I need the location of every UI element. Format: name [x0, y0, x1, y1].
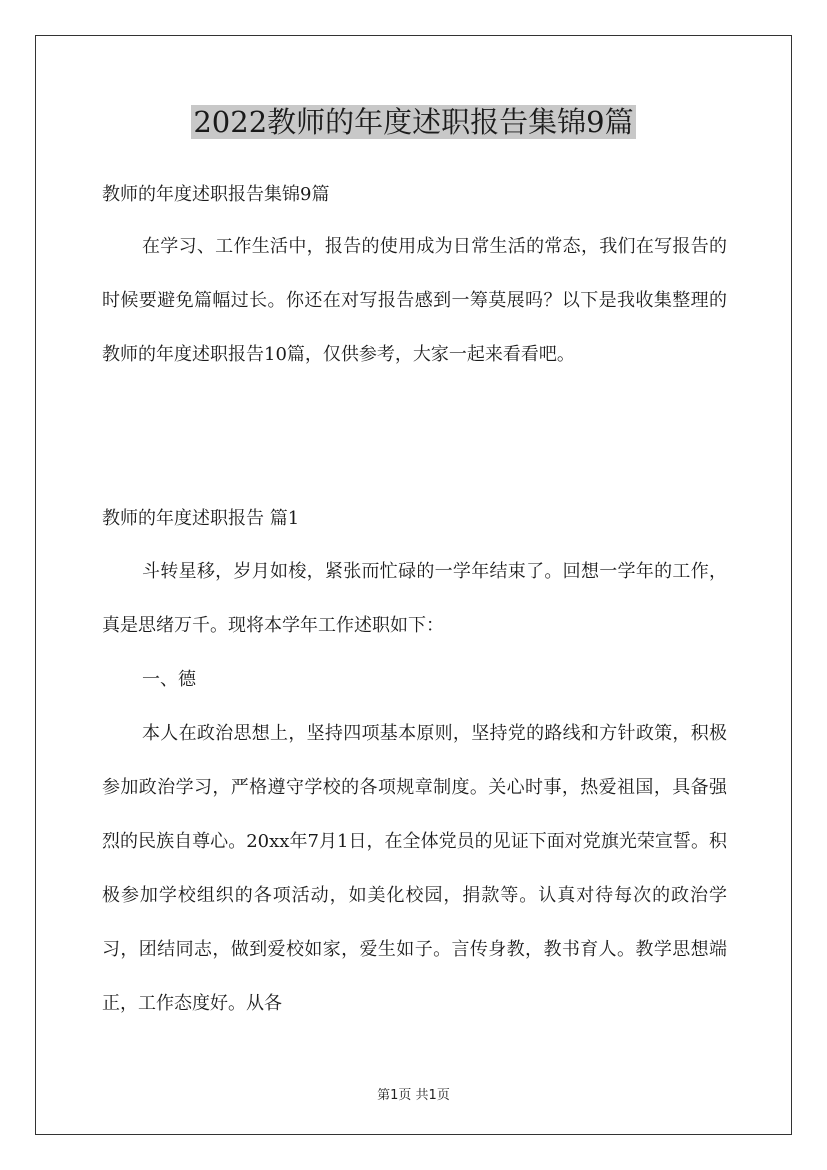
page-footer: 第1页 共1页 [377, 1088, 450, 1103]
document-title-text: 2022教师的年度述职报告集锦9篇 [193, 105, 634, 139]
document-title [0, 100, 827, 144]
paragraph-opening: 斗转星移，岁月如梭，紧张而忙碌的一学年结束了。回想一学年的工作，真是思绪万千。现将本学年工作述职如下： [102, 561, 727, 636]
paragraph-heading-virtue: 一、德 [142, 669, 196, 690]
paragraph-politics: 本人在政治思想上，坚持四项基本原则，坚持党的路线和方针政策，积极参加政治学习，严格遵守学校的各项规章制度。关心时事，热爱祖国，具备强烈的民族自尊心。20xx年7月1日，在全体党员的见证下面对党旗光荣宣誓。积极参加学校组织的各项活动，如美化校园，捐款等。认真对待每次的政治学习，团结同志，做到爱校如家，爱生如子。言传身教，教书育人。教学思想端正，工作态度好。从各 [102, 723, 727, 1014]
section-heading: 教师的年度述职报告 篇1 [102, 508, 300, 529]
intro-paragraph: 在学习、工作生活中，报告的使用成为日常生活的常态，我们在写报告的时候要避免篇幅过长。你还在对写报告感到一筹莫展吗？以下是我收集整理的教师的年度述职报告10篇，仅供参考，大家一起来看看吧。 [102, 236, 727, 365]
document-subtitle: 教师的年度述职报告集锦9篇 [102, 184, 330, 205]
